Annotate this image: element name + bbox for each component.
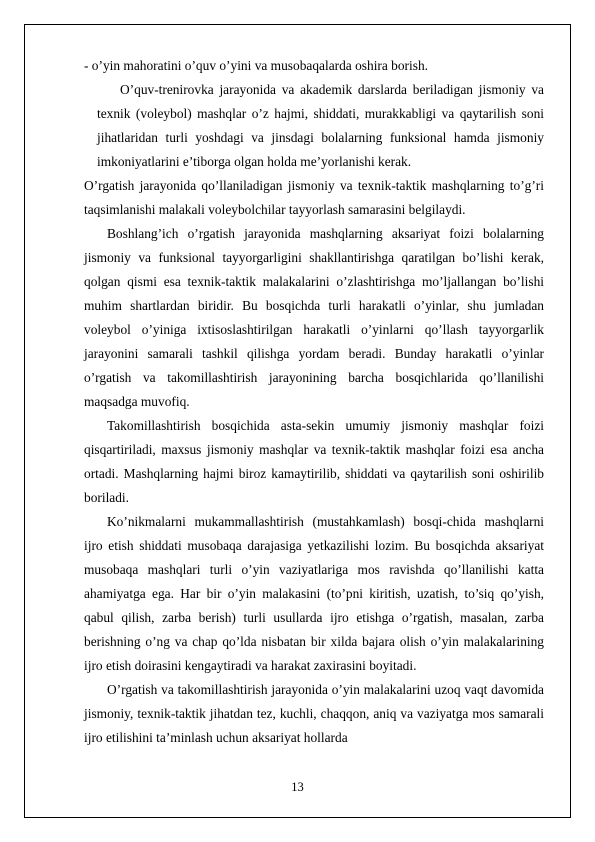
paragraph-list-item: - o’yin mahoratini o’quv o’yini va musobaqalarda oshira borish. [84, 58, 428, 73]
paragraph-consolidation-stage: Ko’nikmalarni mukammallashtirish (mustahkamlash) bosqi-chida mashqlarni ijro etish shiddati musobaqa darajasiga yetkazilishi lozim. Bu bosqichda aksariyat musobaqa mashqlari turli o’yin vaziyatlariga mos ravishda qo’llanilishi katta ahamiyatga ega. Har bir o’yin malakasini (to’pni kiritish, uzatish, to’siq qo’yish, qabul qilish, zarba berish) turli usullarda ijro etishga o’rgatish, masalan, zarba berishning o’ng va chap qo’lda nisbatan bir xilda bajara olish o’yin malakalarining ijro etish doirasini kengaytiradi va harakat zaxirasini boyitadi. [84, 514, 544, 673]
paragraph-improvement-stage: Takomillashtirish bosqichida asta-sekin umumiy jismoniy mashqlar foizi qisqartiriladi, maxsus jismoniy mashqlar va texnik-taktik mashqlar foizi esa ancha ortadi. Mashqlarning hajmi biroz kamaytirilib, shiddati va qaytarilish soni oshirilib boriladi. [84, 418, 544, 505]
document-body [84, 54, 544, 750]
paragraph-teaching-process: O’rgatish va takomillashtirish jarayonida o’yin malakalarini uzoq vaqt davomida jismoniy, texnik-taktik jihatdan tez, kuchli, chaqqon, aniq va vaziyatga mos samarali ijro etilishini ta’minlash uchun aksariyat hollarda [84, 682, 544, 745]
paragraph-training-norms: O’quv-trenirovka jarayonida va akademik darslarda beriladigan jismoniy va texnik (voleybol) mashqlar o’z hajmi, shiddati, murakkabligi va qaytarilish soni jihatlaridan turli yoshdagi va jinsdagi bolalarning funksional hamda jismoniy imkoniyatlarini e’tiborga olgan holda me’yorlanishi kerak. [97, 82, 544, 169]
paragraph-initial-stage: Boshlang’ich o’rgatish jarayonida mashqlarning aksariyat foizi bolalarning jismoniy va funksional tayyorgarligini shakllantirishga qaratilgan bo’lishi kerak, qolgan qismi esa texnik-taktik malakalarini o’zlashtirishga mo’ljallangan bo’lishi muhim shartlardan biridir. Bu bosqichda turli harakatli o’yinlar, shu jumladan voleybol o’yiniga ixtisoslashtirilgan harakatli o’yinlarni qo’llash tayyorgarlik jarayonini samarali tashkil qilishga yordam beradi. Bunday harakatli o’yinlar o’rgatish va takomillashtirish jarayonining barcha bosqichlarida qo’llanilishi maqsadga muvofiq. [84, 226, 544, 409]
paragraph-distribution: O’rgatish jarayonida qo’llaniladigan jismoniy va texnik-taktik mashqlarning to’g’ri taqsimlanishi malakali voleybolchilar tayyorlash samarasini belgilaydi. [84, 178, 544, 217]
page-number: 13 [291, 780, 304, 794]
